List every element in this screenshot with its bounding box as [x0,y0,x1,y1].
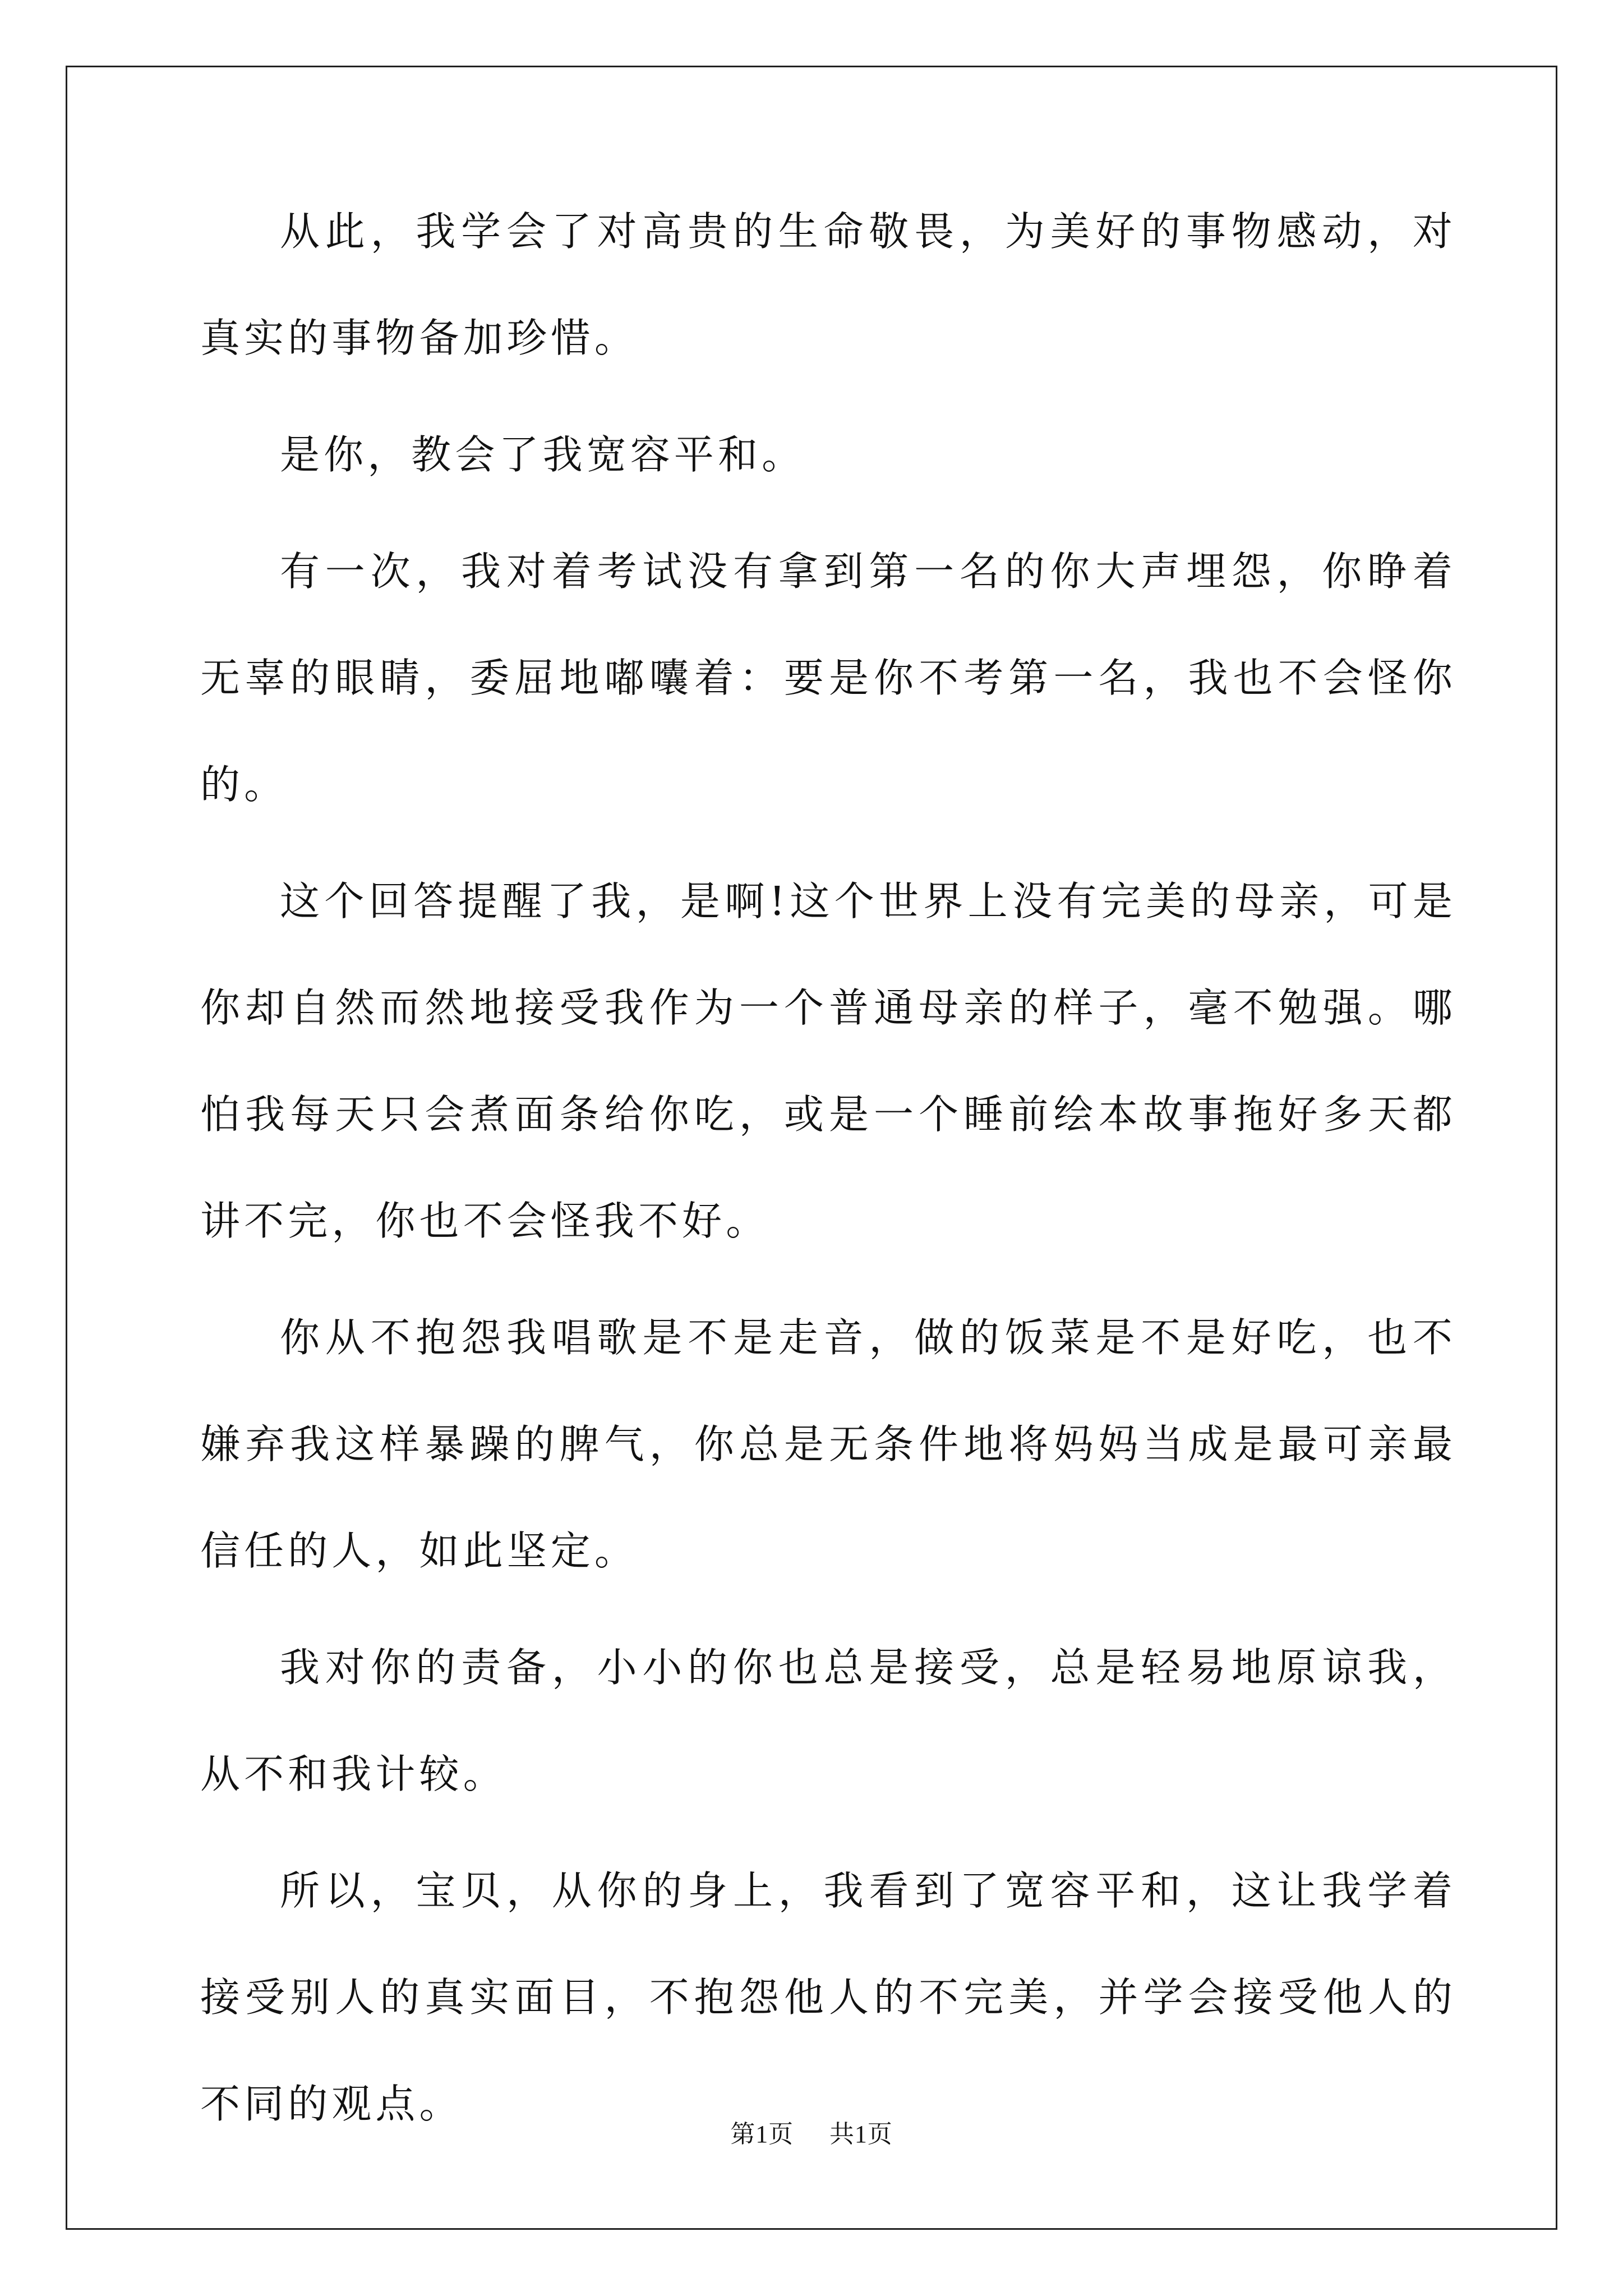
page-footer [0,2114,1623,2150]
paragraph-1: 从此，我学会了对高贵的生命敬畏，为美好的事物感动，对真实的事物备加珍惜。 [200,208,1456,361]
paragraph-3: 有一次，我对着考试没有拿到第一名的你大声埋怨，你睁着无辜的眼睛，委屈地嘟囔着：要是你不考第一名，我也不会怪你的。 [200,548,1456,808]
page-number-current: 第1页 [730,2120,794,2148]
paragraph-4: 这个回答提醒了我，是啊!这个世界上没有完美的母亲，可是你却自然而然地接受我作为一个普通母亲的样子，毫不勉强。哪怕我每天只会煮面条给你吃，或是一个睡前绘本故事拖好多天都讲不完，你也不会怪我不好。 [200,878,1456,1244]
paragraph-7: 所以，宝贝，从你的身上，我看到了宽容平和，这让我学着接受别人的真实面目，不抱怨他人的不完美，并学会接受他人的不同的观点。 [200,1867,1456,2127]
paragraph-5: 你从不抱怨我唱歌是不是走音，做的饭菜是不是好吃，也不嫌弃我这样暴躁的脾气，你总是无条件地将妈妈当成是最可亲最信任的人，如此坚定。 [200,1314,1456,1574]
paragraph-2: 是你，教会了我宽容平和。 [280,431,806,478]
paragraph-6: 我对你的责备，小小的你也总是接受，总是轻易地原谅我，从不和我计较。 [200,1644,1456,1797]
document-body [200,208,1456,2168]
page-number-total: 共1页 [829,2120,893,2148]
